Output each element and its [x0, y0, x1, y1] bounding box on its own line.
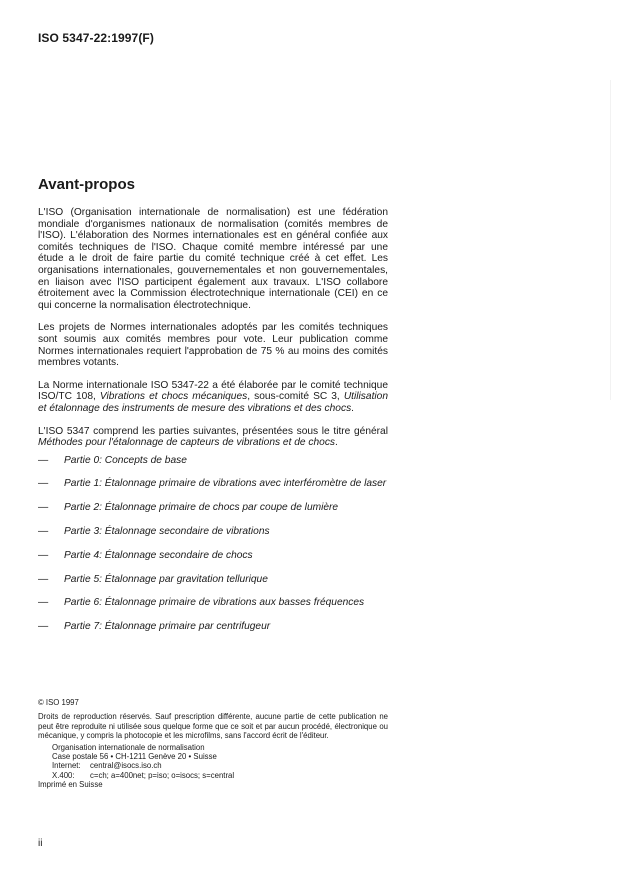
postal-address: Case postale 56 • CH-1211 Genève 20 • Suisse — [52, 752, 217, 762]
part-label: Partie 6: Étalonnage primaire de vibrations aux basses fréquences — [64, 597, 365, 609]
part-label: Partie 3: Étalonnage secondaire de vibrations — [64, 526, 270, 538]
list-item — [38, 621, 388, 633]
dash-marker: — — [38, 621, 49, 633]
part-label: Partie 2: Étalonnage primaire de chocs par coupe de lumière — [64, 502, 339, 514]
dash-marker: — — [38, 478, 49, 490]
dash-marker: — — [38, 526, 49, 538]
rights-statement: Droits de reproduction réservés. Sauf prescription différente, aucune partie de cette publication ne peut être reproduite ni utilisée sous quelque forme que ce soit et par aucun procédé, électronique ou mécanique, y compris la photocopie et les microfilms, sans l'accord écrit de l'éditeur. — [38, 712, 388, 741]
paragraph-parts-intro — [38, 426, 388, 449]
part-label: Partie 1: Étalonnage primaire de vibrations avec interféromètre de laser — [64, 478, 387, 490]
x400-value: c=ch; a=400net; p=iso; o=isocs; s=central — [90, 770, 235, 780]
internet-label: Internet: — [52, 761, 81, 771]
dash-marker: — — [38, 454, 49, 466]
dash-marker: — — [38, 573, 49, 585]
paragraph-drafts: Les projets de Normes internationales adoptés par les comités techniques sont soumis aux comités membres pour vote. Leur publication comme Normes internationales requiert l'approbation de 75 % au moins des comités membres votants. — [38, 322, 388, 369]
list-item — [38, 597, 388, 609]
part-label: Partie 0: Concepts de base — [64, 454, 187, 466]
foreword-body — [38, 207, 388, 645]
part-label: Partie 7: Étalonnage primaire par centrifugeur — [64, 621, 271, 633]
origin-end: . — [351, 402, 355, 414]
x400-label: X.400: — [52, 770, 75, 780]
page-number: ii — [38, 838, 43, 849]
x400-row — [52, 771, 388, 780]
general-title: Méthodes pour l'étalonnage de capteurs de vibrations et de chocs — [38, 437, 336, 449]
paragraph-standard-origin — [38, 380, 388, 415]
paragraph-iso-intro: L'ISO (Organisation internationale de normalisation) est une fédération mondiale d'organismes nationaux de normalisation (comités membres de l'ISO). L'élaboration des Normes internationales est en général confiée aux comités techniques de l'ISO. Chaque comité membre intéressé par une étude a le droit de faire partie du comité technique créé à cet effet. Les organisations internationales, gouvernementales et non gouvernementales, en liaison avec l'ISO participent également aux travaux. L'ISO collabore étroitement avec la Commission électrotechnique internationale (CEI) en ce qui concerne la normalisation électrotechnique. — [38, 207, 388, 311]
document-header: ISO 5347-22:1997(F) — [38, 31, 154, 45]
dash-marker: — — [38, 597, 49, 609]
part-label: Partie 4: Étalonnage secondaire de chocs — [64, 549, 253, 561]
internet-value: central@isocs.iso.ch — [90, 761, 162, 771]
scan-artifact — [610, 80, 611, 400]
list-item — [38, 502, 388, 514]
origin-text: La Norme internationale ISO 5347-22 a été élaborée par le comité technique ISO/TC 108, — [38, 379, 388, 403]
copyright-block — [38, 698, 388, 790]
parts-list — [38, 455, 388, 633]
subcommittee-title: Utilisation et étalonnage des instruments de mesure des vibrations et des chocs — [38, 391, 388, 414]
part-label: Partie 5: Étalonnage par gravitation tellurique — [64, 573, 268, 585]
internet-row — [52, 761, 388, 770]
committee-title: Vibrations et chocs mécaniques — [99, 391, 248, 403]
list-item — [38, 455, 388, 467]
printed-in: Imprimé en Suisse — [38, 780, 103, 790]
dash-marker: — — [38, 549, 49, 561]
parts-intro-end: . — [335, 437, 338, 449]
publisher-address — [38, 743, 388, 781]
parts-intro-text: L'ISO 5347 comprend les parties suivantes, présentées sous le titre général — [38, 425, 388, 437]
dash-marker: — — [38, 502, 49, 514]
origin-text-2: , sous-comité SC 3, — [247, 391, 340, 403]
list-item — [38, 526, 388, 538]
list-item — [38, 550, 388, 562]
section-title: Avant-propos — [38, 176, 135, 193]
list-item — [38, 574, 388, 586]
list-item — [38, 478, 388, 490]
publisher-name: Organisation internationale de normalisation — [52, 742, 205, 752]
copyright-notice: © ISO 1997 — [38, 698, 79, 707]
